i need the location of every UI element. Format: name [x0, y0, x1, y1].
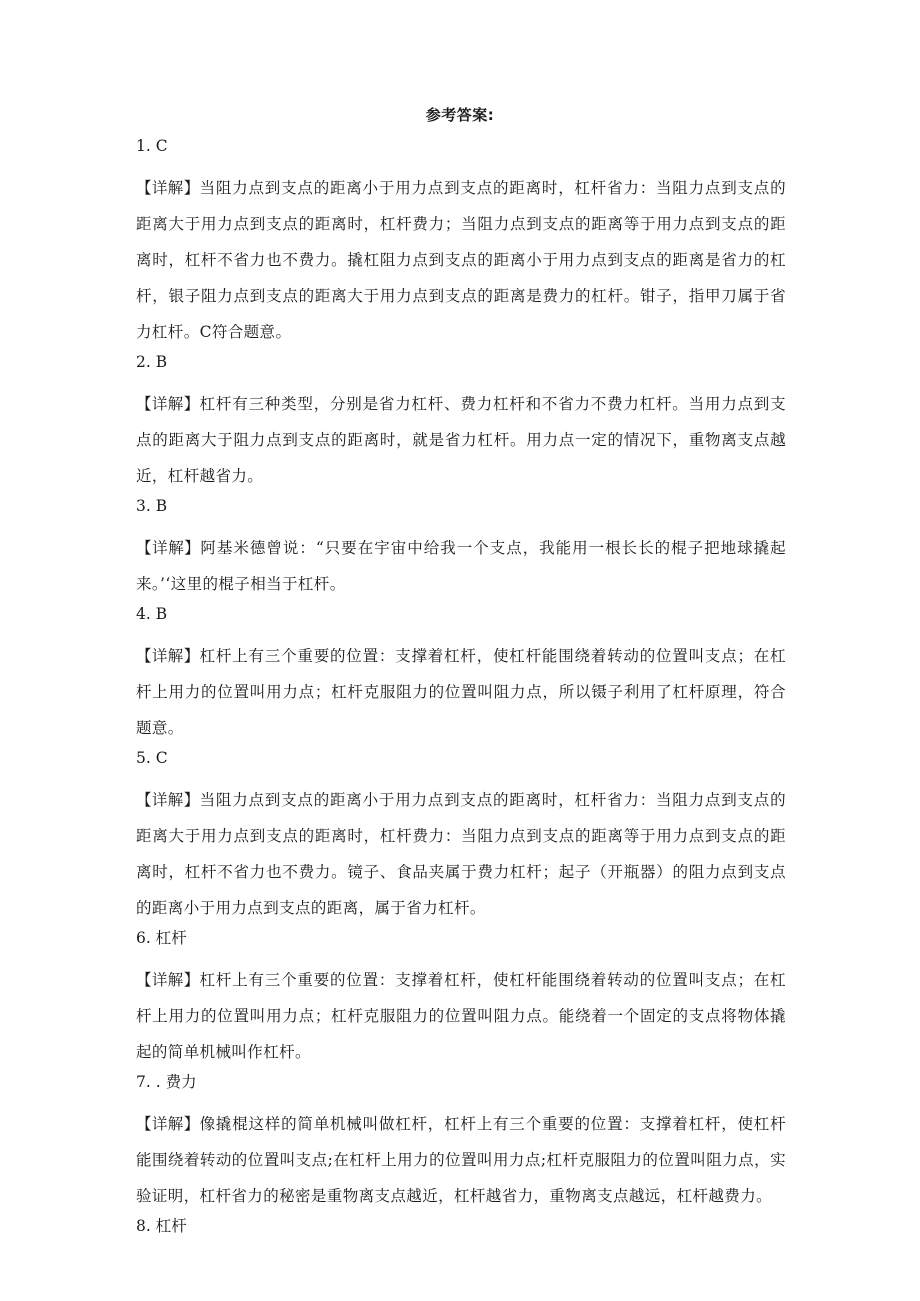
answer-list	[136, 134, 786, 1250]
answer-7: 7. . 费力	[136, 1073, 197, 1091]
explanation-tag: 【详解】	[136, 647, 200, 665]
answer-5: 5. C	[136, 749, 168, 767]
answer-2: 2. B	[136, 353, 168, 371]
explanation-text: 当阻力点到支点的距离小于用力点到支点的距离时，杠杆省力：当阻力点到支点的距离大于用力点到支点的距离时，杠杆费力：当阻力点到支点的距离等于用力点到支点的距离时，杠杆不省力也不费力。镜子、食品夹属于费力杠杆；起子（开瓶器）的阻力点到支点的距离小于用力点到支点的距离，属于省力杠杆。	[136, 791, 786, 917]
explanation-3	[136, 530, 786, 602]
explanation-tag: 【详解】	[136, 395, 200, 413]
explanation-2	[136, 386, 786, 494]
explanation-6	[136, 962, 786, 1070]
explanation-text: 像撬棍这样的简单机械叫做杠杆，杠杆上有三个重要的位置：支撑着杠杆，使杠杆能围绕着转动的位置叫支点;在杠杆上用力的位置叫用力点;杠杆克服阻力的位置叫阻力点，实验证明，杠杆省力的秘密是重物离支点越近，杠杆越省力，重物离支点越远，杠杆越费力。	[136, 1115, 786, 1205]
explanation-tag: 【详解】	[136, 539, 201, 557]
answer-3: 3. B	[136, 497, 168, 515]
explanation-7	[136, 1106, 786, 1214]
explanation-text: 杠杆有三种类型，分别是省力杠杆、费力杠杆和不省力不费力杠杆。当用力点到支点的距离大于阻力点到支点的距离时，就是省力杠杆。用力点一定的情况下，重物离支点越近，杠杆越省力。	[136, 395, 786, 485]
explanation-text: 杠杆上有三个重要的位置：支撑着杠杆，使杠杆能围绕着转动的位置叫支点；在杠杆上用力的位置叫用力点；杠杆克服阻力的位置叫阻力点。能绕着一个固定的支点将物体撬起的简单机械叫作杠杆。	[136, 971, 786, 1061]
explanation-tag: 【详解】	[136, 179, 200, 197]
explanation-1	[136, 170, 786, 350]
explanation-text: 杠杆上有三个重要的位置：支撑着杠杆，使杠杆能围绕着转动的位置叫支点；在杠杆上用力的位置叫用力点；杠杆克服阻力的位置叫阻力点，所以镊子利用了杠杆原理，符合题意。	[136, 647, 786, 737]
explanation-tag: 【详解】	[136, 791, 200, 809]
answer-1: 1. C	[136, 137, 168, 155]
explanation-5	[136, 782, 786, 926]
answer-4: 4. B	[136, 605, 168, 623]
explanation-text: 阿基米德曾说：“只要在宇宙中给我一个支点，我能用一根长长的棍子把地球撬起来。’‘这里的棍子相当于杠杆。	[136, 539, 786, 593]
answer-6: 6. 杠杆	[136, 929, 187, 947]
explanation-text: 当阻力点到支点的距离小于用力点到支点的距离时，杠杆省力：当阻力点到支点的距离大于用力点到支点的距离时，杠杆费力；当阻力点到支点的距离等于用力点到支点的距离时，杠杆不省力也不费力。撬杠阻力点到支点的距离小于用力点到支点的距离是省力的杠杆，银子阻力点到支点的距离大于用力点到支点的距离是费力的杠杆。钳子，指甲刀属于省力杠杆。C符合题意。	[136, 179, 786, 341]
explanation-tag: 【详解】	[136, 1115, 200, 1133]
explanation-tag: 【详解】	[136, 971, 200, 989]
page-title: 参考答案:	[425, 106, 495, 124]
explanation-4	[136, 638, 786, 746]
answer-8: 8. 杠杆	[136, 1217, 187, 1235]
